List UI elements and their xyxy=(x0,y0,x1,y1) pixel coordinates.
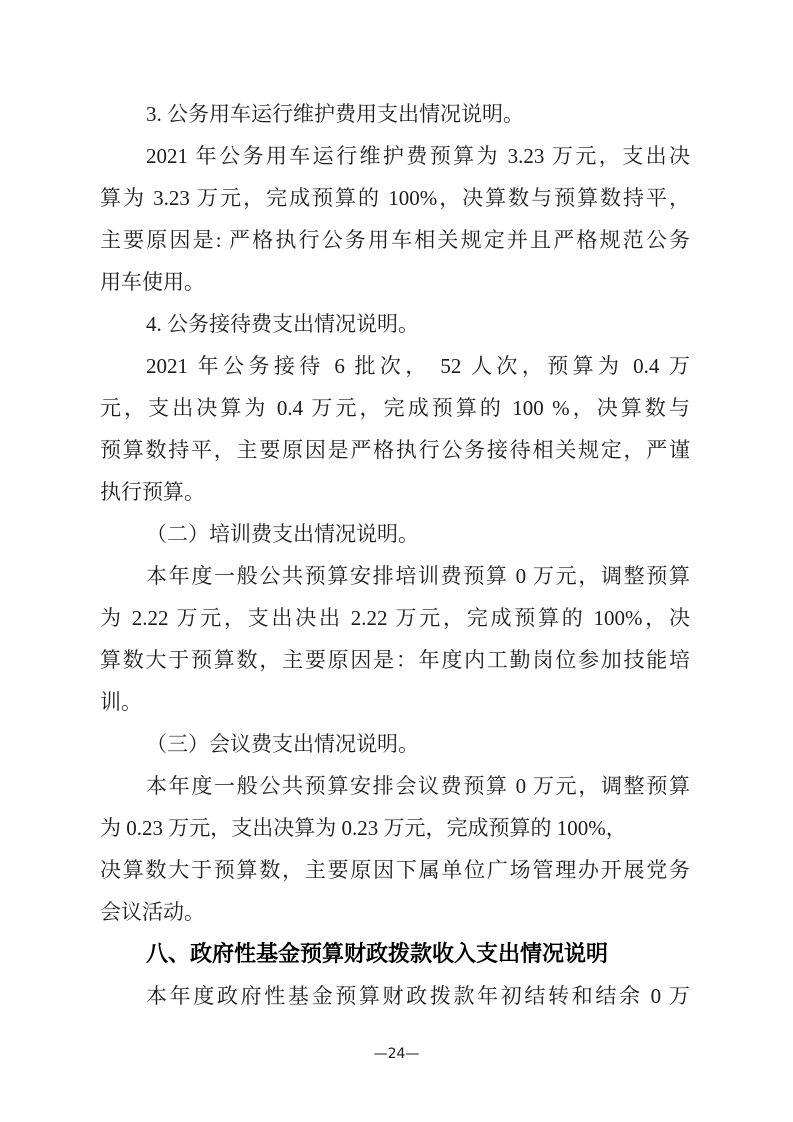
paragraph-line: 训。 xyxy=(100,690,142,714)
paragraph-line: 2021 年公务接待 6 批次， 52 人次，预算为 0.4 万 xyxy=(146,354,690,378)
item-3-heading-line: 3. 公务用车运行维护费用支出情况说明。 xyxy=(146,102,524,126)
paragraph-line: 决算数大于预算数，主要原因下属单位广场管理办开展党务 xyxy=(100,858,690,882)
section-2-heading-line: （二）培训费支出情况说明。 xyxy=(146,522,419,546)
paragraph-line: 本年度一般公共预算安排培训费预算 0 万元，调整预算 xyxy=(146,564,690,588)
chapter-8-heading-line: 八、政府性基金预算财政拨款收入支出情况说明 xyxy=(146,941,609,966)
paragraph-line: 算数大于预算数，主要原因是：年度内工勤岗位参加技能培 xyxy=(100,648,690,672)
page-footer xyxy=(0,1044,793,1065)
page-number: —24— xyxy=(373,1046,420,1062)
section-3-heading-line: （三）会议费支出情况说明。 xyxy=(146,732,419,756)
item-4-heading-line: 4. 公务接待费支出情况说明。 xyxy=(146,312,419,336)
paragraph-line: 主要原因是: 严格执行公务用车相关规定并且严格规范公务 xyxy=(100,228,690,252)
paragraph-line: 预算数持平，主要原因是严格执行公务接待相关规定，严谨 xyxy=(100,438,690,462)
paragraph-line: 为 2.22 万元，支出决出 2.22 万元，完成预算的 100%，决 xyxy=(100,606,690,630)
paragraph-line: 本年度一般公共预算安排会议费预算 0 万元，调整预算 xyxy=(146,774,690,798)
paragraph-line: 会议活动。 xyxy=(100,900,205,924)
paragraph-line: 本年度政府性基金预算财政拨款年初结转和结余 0 万 xyxy=(146,984,690,1008)
paragraph-line: 算为 3.23 万元，完成预算的 100%，决算数与预算数持平， xyxy=(100,186,690,210)
paragraph-line: 用车使用。 xyxy=(100,270,205,294)
paragraph-line: 为 0.23 万元，支出决算为 0.23 万元，完成预算的 100%， xyxy=(100,816,627,840)
paragraph-line: 执行预算。 xyxy=(100,480,205,504)
paragraph-line: 2021 年公务用车运行维护费预算为 3.23 万元，支出决 xyxy=(146,144,690,168)
document-body xyxy=(100,93,690,1017)
paragraph-line: 元，支出决算为 0.4 万元，完成预算的 100 %，决算数与 xyxy=(100,396,690,420)
